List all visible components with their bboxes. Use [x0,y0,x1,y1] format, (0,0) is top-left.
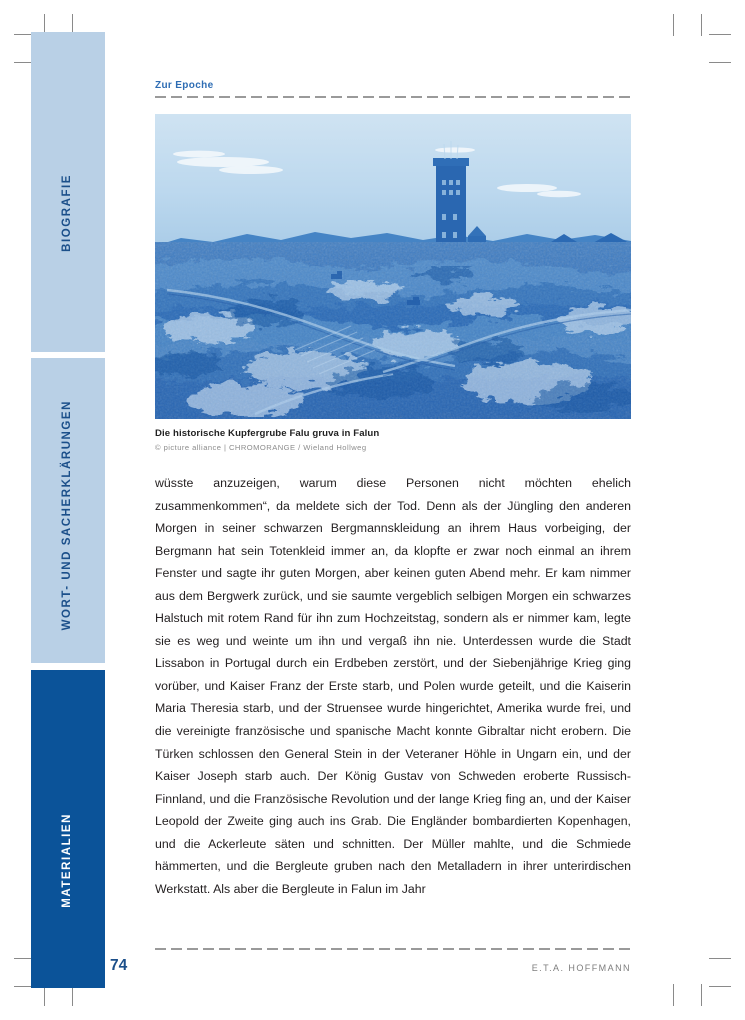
crop-mark-tr-v [701,14,702,36]
figure-credit: © picture alliance | CHROMORANGE / Wieland Hollweg [155,443,367,452]
page-footer [0,930,745,1020]
running-head-title: Zur Epoche [155,80,214,91]
figure-falun-mine [155,114,631,452]
footer-rule [155,948,631,950]
figure-caption: Die historische Kupfergrube Falu gruva in Falun [155,428,380,439]
body-text: wüsste anzuzeigen, warum diese Personen nicht möchten ehelich zusammenkommen“, da meldete sich der Tod. Denn als der Jüngling den anderen Morgen in seiner schwarzen Bergmannskleidung an ihrem Haus vorbeiging, der Bergmann hat sein Totenkleid immer an, da klopfte er zwar noch einmal an ihrem Fenster und sagte ihr guten Morgen, aber keinen guten Abend mehr. Er kam nimmer aus dem Bergwerk zurück, und sie saumte vergeblich selbigen Morgen ein schwarzes Halstuch mit rotem Rand für ihn zum Hochzeitstag, sondern als er nimmer kam, legte sie es weg und weinte um ihn und vergaß ihn nie. Unterdessen wurde die Stadt Lissabon in Portugal durch ein Erdbeben zerstört, und der Siebenjährige Krieg ging vorüber, und Kaiser Franz der Erste starb, und Polen wurde geteilt, und die Kaiserin Maria Theresia starb, und der Struensee wurde hingerichtet, Amerika wurde frei, und die vereinigte französische und spanische Macht konnte Gibraltar nicht erobern. Die Türken schlossen den General Stein in der Veteraner Höhle in Ungarn ein, und der Kaiser Joseph starb auch. Der König Gustav von Schweden eroberte Russisch-Finnland, und die Französische Revolution und der lange Krieg fing an, und der Kaiser Leopold der Zweite ging auch ins Grab. Die Engländer bombardierten Kopenhagen, und die Ackerleute säten und schnitten. Der Müller mahlte, und die Schmiede hämmerten, und die Bergleute gruben nach den Metalladern in ihrer unterirdischen Werkstatt. Als aber die Bergleute in Falun im Jahr [155,476,631,896]
page-number: 74 [110,957,128,974]
section-tab-rail [31,32,105,988]
figure-image [155,114,631,419]
crop-mark-tr-h2 [709,62,731,63]
running-head [155,80,631,98]
footer-author: E.T.A. HOFFMANN [531,963,631,973]
crop-mark-tr-v2 [673,14,674,36]
page-content [155,0,631,1020]
sidebar-tab-wort-und-sacherklaerungen-label: WORT- UND SACHERKLÄRUNGEN [61,400,74,631]
running-head-rule [155,96,631,98]
sidebar-tab-biografie[interactable] [31,32,105,352]
sidebar-tab-materialien-label: MATERIALIEN [61,812,74,908]
crop-mark-tr-h [709,34,731,35]
sidebar-tab-biografie-label: BIOGRAFIE [61,174,74,252]
sidebar-tab-wort-und-sacherklaerungen[interactable] [31,358,105,663]
